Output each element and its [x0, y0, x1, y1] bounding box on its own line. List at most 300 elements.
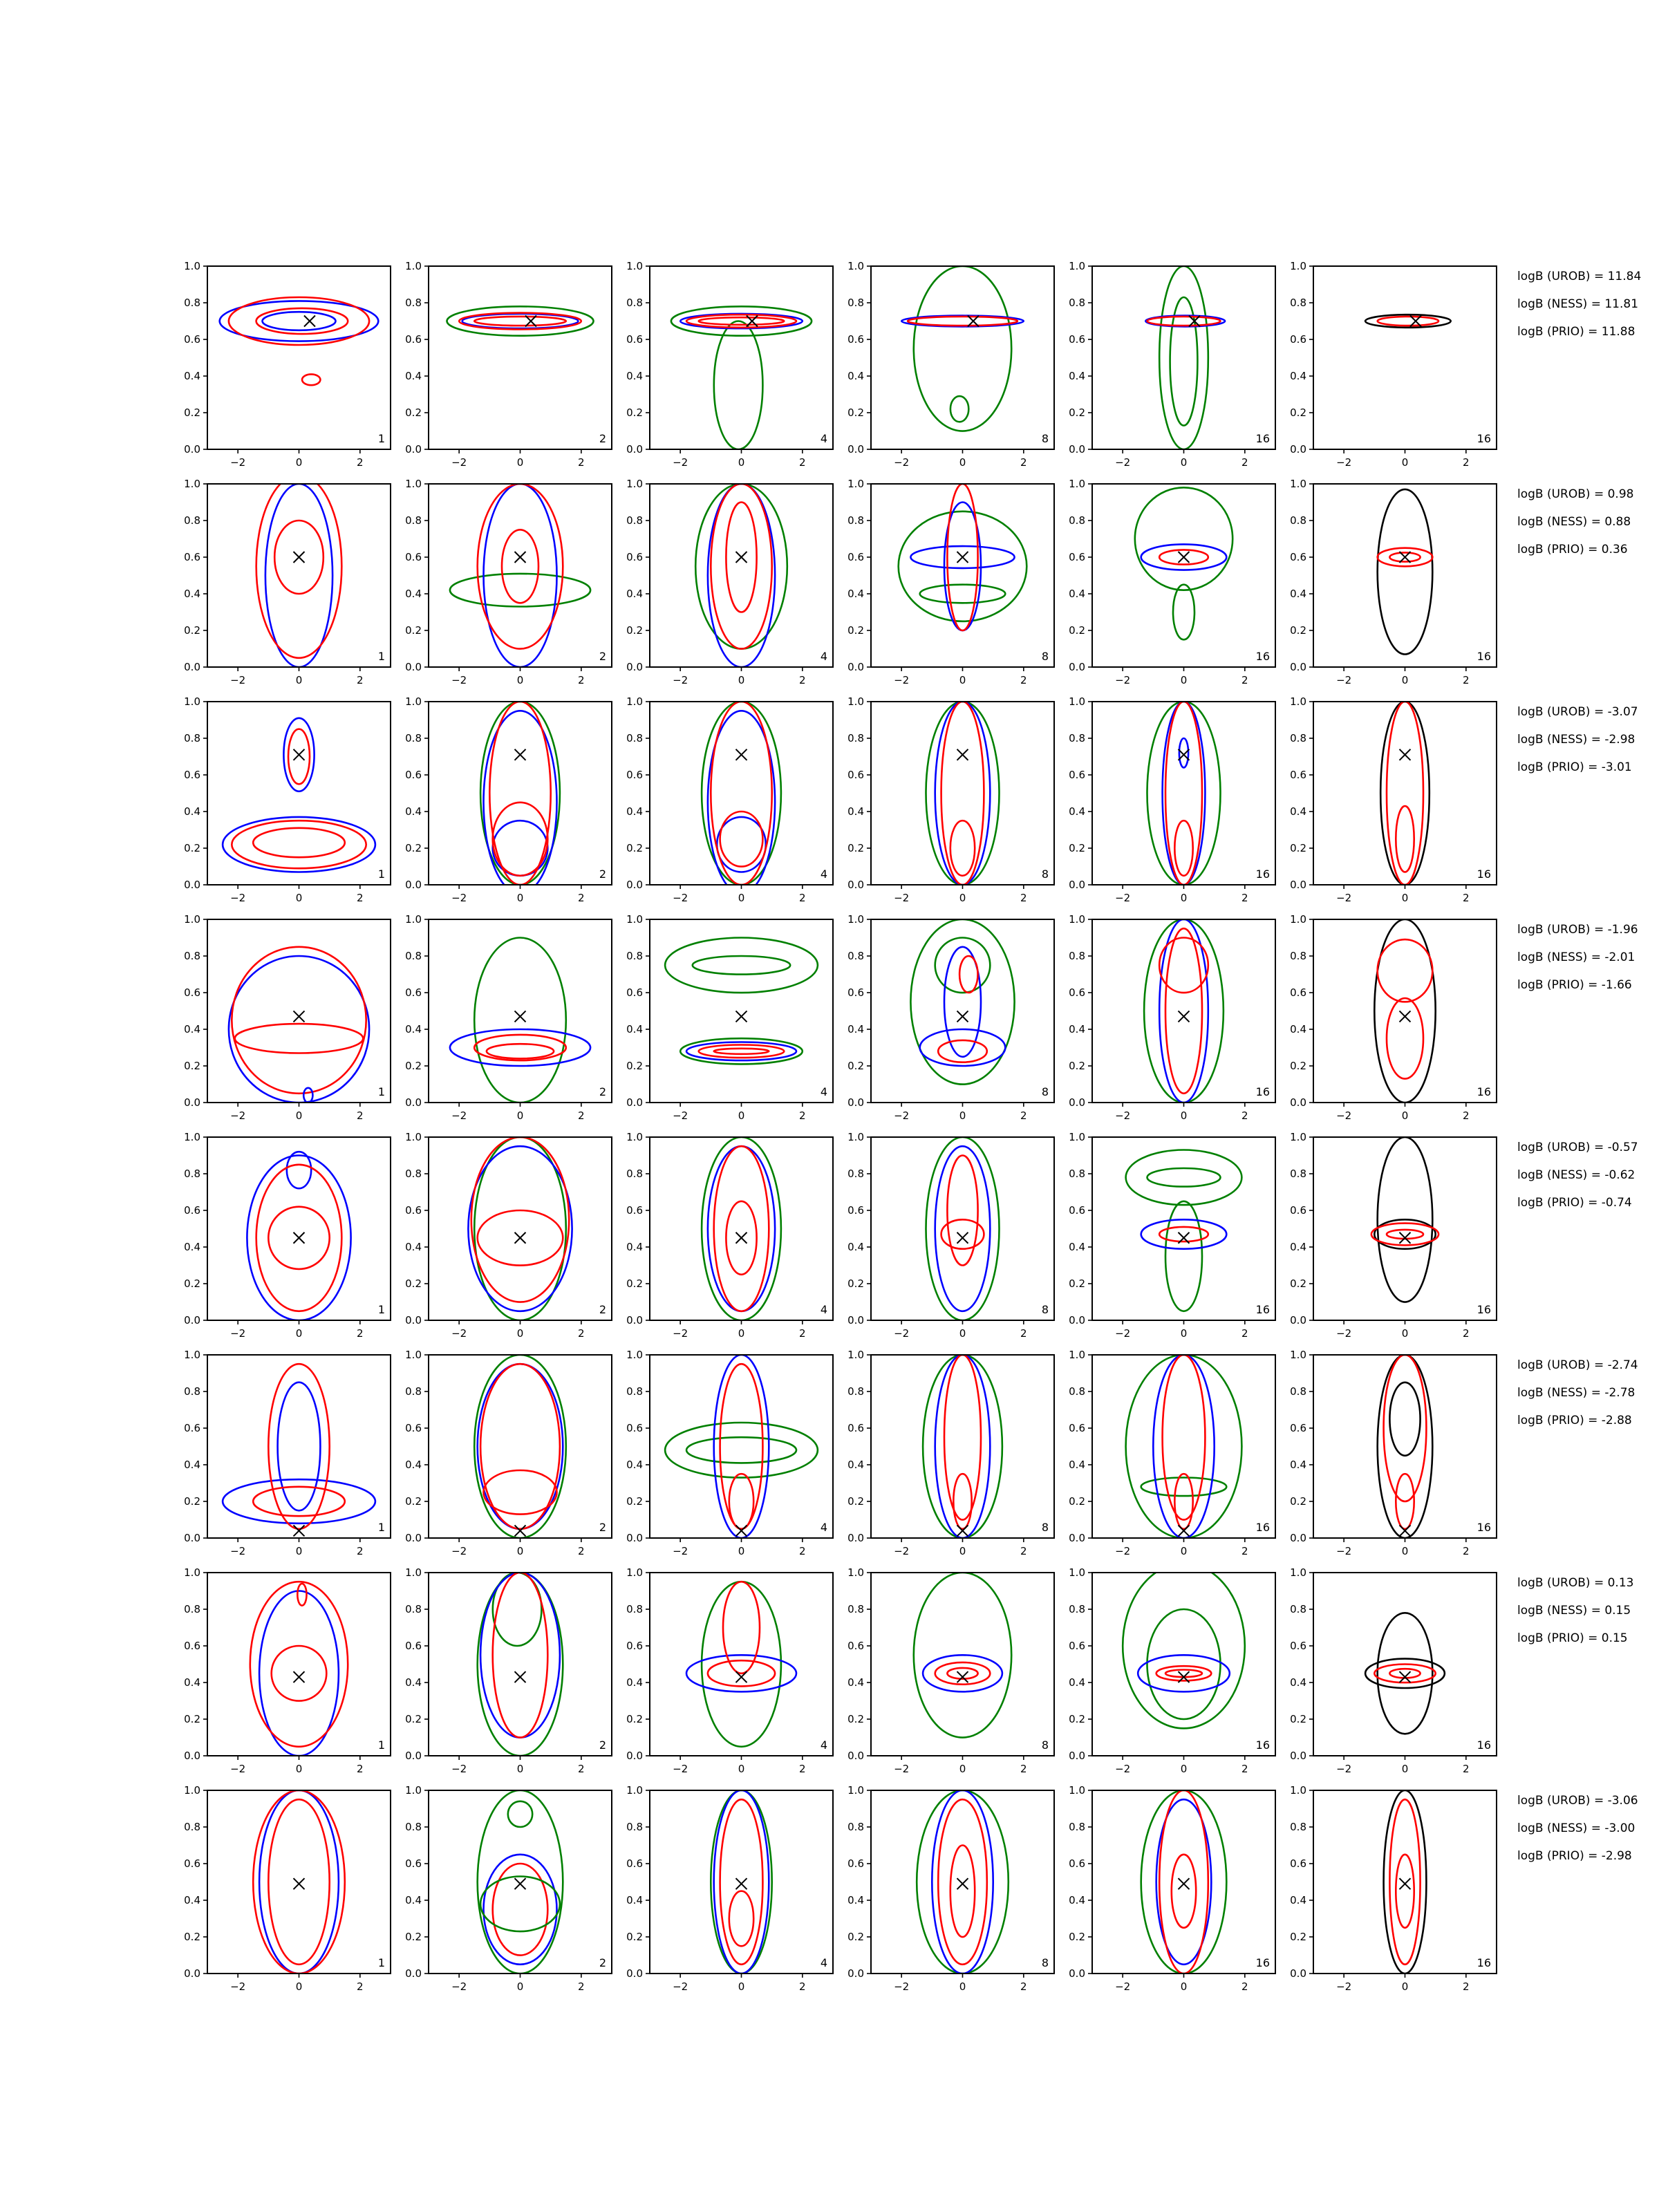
x-tick-label: 0: [1180, 1763, 1188, 1775]
x-tick-label: 0: [295, 1763, 303, 1775]
y-tick-label: 0.0: [405, 443, 422, 456]
x-tick-label: 0: [1180, 1545, 1188, 1557]
contour-green-1: [926, 702, 1000, 885]
contour-blue-2: [468, 1146, 572, 1311]
panel-number-label: 16: [1477, 868, 1491, 881]
y-tick-label: 0.4: [1290, 1241, 1306, 1253]
y-tick-label: 0.8: [1290, 732, 1306, 744]
row-8: [184, 1784, 1638, 1993]
y-tick-label: 0.4: [405, 1459, 422, 1471]
x-tick-label: −2: [230, 892, 246, 904]
y-tick-label: 1.0: [1290, 1566, 1306, 1579]
contour-red-3: [474, 317, 566, 326]
y-tick-label: 0.6: [1290, 1422, 1306, 1434]
panel-r2-c5: [1069, 478, 1275, 686]
contour-green-2: [950, 396, 968, 422]
truth-marker: [515, 749, 526, 760]
contour-red-3: [253, 1487, 345, 1516]
contour-group: [478, 1573, 563, 1756]
y-tick-label: 0.2: [405, 1931, 422, 1943]
y-tick-label: 0.4: [1069, 805, 1085, 818]
y-tick-label: 0.4: [184, 588, 200, 600]
x-tick-label: −2: [894, 892, 910, 904]
contour-blue-2: [708, 1146, 775, 1311]
y-tick-label: 0.8: [184, 732, 200, 744]
axes-frame: [650, 702, 833, 885]
x-tick-label: −2: [894, 456, 910, 469]
y-tick-label: 0.4: [847, 370, 864, 382]
contour-group: [450, 484, 590, 667]
logb-line-2: logB (NESS) = 0.88: [1517, 515, 1631, 529]
y-tick-label: 0.0: [1290, 1096, 1306, 1109]
y-tick-label: 0.2: [184, 1277, 200, 1290]
y-tick-label: 0.0: [847, 1096, 864, 1109]
y-tick-label: 0.8: [405, 1603, 422, 1615]
y-tick-label: 0.4: [1290, 588, 1306, 600]
x-tick-label: 2: [799, 1763, 806, 1775]
y-tick-label: 1.0: [1290, 1349, 1306, 1361]
contour-blue-3: [717, 817, 766, 872]
contour-red-3: [1374, 1665, 1435, 1683]
truth-marker: [736, 1525, 747, 1536]
y-tick-label: 0.2: [1069, 1060, 1085, 1072]
contour-blue-3: [484, 1855, 557, 1965]
panel-number-label: 16: [1255, 1521, 1270, 1534]
contour-red-4: [493, 1573, 548, 1738]
x-tick-label: 0: [1401, 1327, 1409, 1340]
panel-number-label: 16: [1477, 1085, 1491, 1098]
x-tick-label: −2: [894, 1763, 910, 1775]
contour-group: [220, 297, 379, 385]
y-tick-label: 0.8: [184, 514, 200, 527]
y-tick-label: 0.0: [1290, 879, 1306, 891]
x-tick-label: 0: [295, 1545, 303, 1557]
contour-red-2: [250, 1582, 348, 1747]
y-tick-label: 0.2: [1069, 1277, 1085, 1290]
x-tick-label: 0: [516, 1327, 524, 1340]
logb-line-3: logB (PRIO) = 0.15: [1517, 1631, 1628, 1645]
logb-line-1: logB (UROB) = -3.06: [1517, 1794, 1638, 1808]
y-tick-label: 0.0: [1290, 1750, 1306, 1762]
contour-red-3: [1165, 702, 1202, 885]
x-tick-label: −2: [1115, 1763, 1131, 1775]
x-tick-label: 0: [1180, 674, 1188, 686]
contour-green-2: [1173, 585, 1194, 640]
contour-green-1: [665, 1423, 818, 1478]
x-tick-label: 0: [516, 1980, 524, 1993]
y-tick-label: 0.6: [405, 1640, 422, 1652]
y-tick-label: 0.2: [626, 1713, 643, 1725]
y-tick-label: 0.4: [1069, 1676, 1085, 1689]
x-tick-label: 0: [959, 674, 966, 686]
truth-marker: [515, 1525, 526, 1536]
truth-marker: [1179, 1011, 1190, 1022]
contour-red-2: [1378, 939, 1433, 1002]
contour-green-1: [910, 919, 1014, 1085]
axes-frame: [429, 919, 612, 1103]
panel-number-label: 16: [1255, 1956, 1270, 1969]
x-tick-label: −2: [1115, 1327, 1131, 1340]
y-tick-label: 1.0: [405, 1349, 422, 1361]
x-tick-label: 0: [959, 1327, 966, 1340]
contour-red-5: [1165, 1670, 1202, 1678]
x-tick-label: −2: [451, 1109, 467, 1122]
axes-frame: [429, 1573, 612, 1756]
contour-blue-3: [714, 1355, 769, 1538]
y-tick-label: 0.6: [405, 769, 422, 781]
contour-group: [1135, 487, 1232, 639]
contour-blue-1: [259, 1790, 339, 1974]
logb-line-3: logB (PRIO) = 11.88: [1517, 325, 1635, 339]
x-tick-label: −2: [673, 1980, 688, 1993]
axes-frame: [650, 1137, 833, 1320]
panel-number-label: 2: [599, 1521, 606, 1534]
contour-red-4: [471, 1137, 569, 1302]
contour-group: [223, 1364, 375, 1529]
y-tick-label: 0.0: [1290, 443, 1306, 456]
y-tick-label: 1.0: [184, 1131, 200, 1143]
axes-frame: [650, 484, 833, 667]
y-tick-label: 0.0: [1069, 879, 1085, 891]
y-tick-label: 0.6: [1069, 1640, 1085, 1652]
contour-red-3: [720, 1799, 763, 1965]
panel-number-label: 16: [1255, 1085, 1270, 1098]
x-tick-label: 2: [799, 1980, 806, 1993]
contour-group: [695, 484, 787, 667]
x-tick-label: 2: [799, 1109, 806, 1122]
y-tick-label: 0.6: [626, 551, 643, 563]
x-tick-label: 0: [1401, 1545, 1409, 1557]
x-tick-label: 0: [295, 456, 303, 469]
x-tick-label: 2: [1020, 456, 1027, 469]
logb-line-2: logB (NESS) = 11.81: [1517, 297, 1639, 311]
panel-number-label: 16: [1477, 432, 1491, 445]
y-tick-label: 0.2: [405, 1277, 422, 1290]
contour-blue-3: [920, 1029, 1006, 1066]
y-tick-label: 0.6: [1290, 1857, 1306, 1870]
panel-number-label: 2: [599, 1956, 606, 1969]
axes-frame: [429, 1355, 612, 1538]
contour-green-1: [447, 306, 594, 335]
y-tick-label: 0.6: [184, 1422, 200, 1434]
y-tick-label: 0.0: [1290, 1314, 1306, 1327]
y-tick-label: 0.0: [184, 1096, 200, 1109]
panel-number-label: 8: [1041, 868, 1049, 881]
x-tick-label: 2: [1241, 1980, 1248, 1993]
y-tick-label: 0.4: [1069, 1023, 1085, 1035]
panel-number-label: 8: [1041, 1303, 1049, 1316]
contour-red-5: [493, 803, 548, 876]
y-tick-label: 0.6: [184, 986, 200, 999]
contour-group: [702, 1137, 781, 1320]
panel-r6-c3: [626, 1349, 833, 1557]
panel-r2-c4: [847, 478, 1054, 686]
y-tick-label: 0.8: [1290, 1385, 1306, 1398]
y-tick-label: 0.2: [184, 1931, 200, 1943]
y-tick-label: 1.0: [405, 695, 422, 708]
panel-number-label: 1: [377, 1303, 385, 1316]
truth-marker: [1400, 1525, 1411, 1536]
x-tick-label: 2: [357, 1327, 364, 1340]
panel-r7-c3: [626, 1566, 833, 1775]
y-tick-label: 0.6: [847, 986, 864, 999]
y-tick-label: 0.6: [1290, 769, 1306, 781]
contour-group: [914, 1573, 1011, 1738]
y-tick-label: 0.2: [847, 842, 864, 854]
y-tick-label: 0.6: [626, 1204, 643, 1217]
panel-number-label: 1: [377, 1085, 385, 1098]
x-tick-label: −2: [894, 1980, 910, 1993]
axes-frame: [871, 1137, 1054, 1320]
y-tick-label: 0.0: [847, 443, 864, 456]
contour-red-4: [908, 317, 1018, 326]
y-tick-label: 0.2: [1290, 1060, 1306, 1072]
truth-marker: [957, 1671, 968, 1683]
contour-group: [923, 1355, 1002, 1538]
y-tick-label: 0.4: [626, 805, 643, 818]
y-tick-label: 0.2: [184, 842, 200, 854]
y-tick-label: 0.2: [184, 1060, 200, 1072]
contour-green-1: [478, 1790, 563, 1974]
contour-green-2: [1147, 1168, 1221, 1187]
x-tick-label: 0: [295, 674, 303, 686]
contour-blue-4: [1141, 1219, 1227, 1248]
truth-marker: [957, 1525, 968, 1536]
y-tick-label: 0.8: [847, 514, 864, 527]
contour-black-1: [1378, 489, 1433, 655]
axes-frame: [429, 702, 612, 885]
x-tick-label: 2: [1463, 1327, 1470, 1340]
y-tick-label: 1.0: [626, 1349, 643, 1361]
y-tick-label: 0.4: [1069, 588, 1085, 600]
y-tick-label: 0.4: [405, 1241, 422, 1253]
panel-number-label: 2: [599, 650, 606, 663]
x-tick-label: −2: [230, 1327, 246, 1340]
y-tick-label: 0.2: [405, 1713, 422, 1725]
y-tick-label: 0.0: [405, 1532, 422, 1544]
x-tick-label: 0: [1180, 892, 1188, 904]
y-tick-label: 0.0: [1069, 1314, 1085, 1327]
x-tick-label: 2: [1463, 674, 1470, 686]
y-tick-label: 0.0: [1290, 661, 1306, 673]
contour-group: [665, 938, 818, 1065]
y-tick-label: 0.8: [1069, 1385, 1085, 1398]
axes-frame: [1313, 1137, 1497, 1320]
contour-red-4: [711, 702, 771, 885]
contour-green-1: [665, 938, 818, 993]
x-tick-label: 0: [959, 1109, 966, 1122]
y-tick-label: 0.2: [626, 1495, 643, 1508]
y-tick-label: 0.4: [847, 805, 864, 818]
contour-group: [1378, 489, 1433, 655]
y-tick-label: 1.0: [626, 695, 643, 708]
panel-r5-c2: [405, 1131, 612, 1340]
y-tick-label: 0.2: [847, 624, 864, 637]
axes-frame: [429, 1137, 612, 1320]
contour-red-3: [1159, 1790, 1208, 1974]
y-tick-label: 0.6: [1290, 333, 1306, 346]
y-tick-label: 0.8: [847, 1168, 864, 1180]
axes-frame: [871, 1355, 1054, 1538]
contour-red-2: [235, 1024, 364, 1053]
y-tick-label: 0.8: [1290, 1821, 1306, 1833]
panel-number-label: 16: [1477, 1738, 1491, 1752]
panel-number-label: 8: [1041, 1085, 1049, 1098]
y-tick-label: 0.0: [1069, 1750, 1085, 1762]
panel-r1-c4: [847, 260, 1054, 469]
truth-marker: [515, 1232, 526, 1244]
y-tick-label: 0.6: [405, 333, 422, 346]
x-tick-label: 2: [357, 456, 364, 469]
contour-red-4: [480, 1364, 560, 1529]
logb-line-3: logB (PRIO) = -3.01: [1517, 760, 1632, 774]
logb-line-2: logB (NESS) = -2.78: [1517, 1386, 1635, 1400]
y-tick-label: 0.8: [184, 950, 200, 962]
x-tick-label: 0: [738, 674, 745, 686]
y-tick-label: 1.0: [1069, 1349, 1085, 1361]
truth-marker: [957, 552, 968, 563]
y-tick-label: 0.4: [1290, 805, 1306, 818]
x-tick-label: 0: [959, 456, 966, 469]
contour-red-3: [938, 1799, 987, 1965]
contour-blue-1: [263, 312, 336, 330]
contour-red-4: [1172, 1855, 1196, 1928]
y-tick-label: 0.2: [626, 1060, 643, 1072]
y-tick-label: 0.6: [1069, 1857, 1085, 1870]
contour-red-3: [1396, 1855, 1414, 1928]
y-tick-label: 1.0: [184, 260, 200, 272]
contour-red-4: [459, 313, 581, 330]
y-tick-label: 0.4: [847, 1459, 864, 1471]
panel-r7-c1: [184, 1566, 391, 1775]
contour-red-3: [272, 1646, 327, 1701]
y-tick-label: 0.8: [405, 1385, 422, 1398]
contour-group: [247, 1152, 350, 1320]
logb-line-1: logB (UROB) = 0.98: [1517, 487, 1634, 501]
x-tick-label: 2: [1463, 1980, 1470, 1993]
y-tick-label: 0.8: [626, 1821, 643, 1833]
y-tick-label: 0.0: [405, 879, 422, 891]
x-tick-label: 2: [1020, 1327, 1027, 1340]
y-tick-label: 0.8: [847, 1603, 864, 1615]
y-tick-label: 0.6: [184, 1640, 200, 1652]
truth-marker: [957, 749, 968, 760]
y-tick-label: 1.0: [626, 1784, 643, 1797]
row-3: [184, 695, 1638, 904]
contour-red-5: [699, 1045, 785, 1058]
x-tick-label: −2: [673, 1327, 688, 1340]
x-tick-label: −2: [451, 1763, 467, 1775]
panel-r4-c6: [1290, 913, 1497, 1122]
y-tick-label: 0.8: [626, 732, 643, 744]
x-tick-label: 2: [578, 456, 585, 469]
truth-marker: [957, 1878, 968, 1889]
y-tick-label: 0.2: [626, 624, 643, 637]
y-tick-label: 0.8: [1069, 297, 1085, 309]
contour-green-1: [474, 938, 566, 1103]
axes-frame: [207, 1790, 391, 1974]
y-tick-label: 0.6: [184, 333, 200, 346]
y-tick-label: 0.6: [847, 333, 864, 346]
y-tick-label: 0.2: [1290, 1713, 1306, 1725]
y-tick-label: 0.6: [405, 551, 422, 563]
y-tick-label: 0.6: [847, 1422, 864, 1434]
y-tick-label: 1.0: [1069, 695, 1085, 708]
x-tick-label: 0: [1401, 892, 1409, 904]
contour-red-4: [487, 1044, 554, 1058]
contour-blue-2: [278, 1382, 321, 1511]
panel-r5-c5: [1069, 1131, 1275, 1340]
y-tick-label: 0.6: [1069, 1422, 1085, 1434]
panel-number-label: 16: [1477, 1521, 1491, 1534]
x-tick-label: 2: [578, 892, 585, 904]
x-tick-label: −2: [673, 456, 688, 469]
axes-frame: [871, 1573, 1054, 1756]
y-tick-label: 1.0: [184, 695, 200, 708]
contour-group: [1145, 266, 1225, 449]
y-tick-label: 0.8: [405, 732, 422, 744]
contour-group: [901, 266, 1024, 431]
y-tick-label: 0.8: [626, 297, 643, 309]
panel-r3-c5: [1069, 695, 1275, 904]
y-tick-label: 0.8: [1290, 1168, 1306, 1180]
y-tick-label: 0.4: [847, 588, 864, 600]
y-tick-label: 0.8: [1069, 732, 1085, 744]
truth-marker: [957, 1232, 968, 1244]
contour-red-3: [1165, 928, 1202, 1094]
axes-frame: [650, 1355, 833, 1538]
y-tick-label: 1.0: [405, 260, 422, 272]
panel-r5-c6: [1290, 1131, 1497, 1340]
panel-number-label: 2: [599, 868, 606, 881]
contour-red-3: [714, 1146, 769, 1311]
logb-line-3: logB (PRIO) = -1.66: [1517, 978, 1632, 992]
x-tick-label: −2: [1336, 1980, 1352, 1993]
x-tick-label: 0: [738, 456, 745, 469]
contour-group: [223, 718, 375, 872]
y-tick-label: 0.4: [626, 1023, 643, 1035]
x-tick-label: 2: [357, 1980, 364, 1993]
panel-number-label: 1: [377, 432, 385, 445]
x-tick-label: 0: [1180, 456, 1188, 469]
y-tick-label: 0.2: [405, 624, 422, 637]
panel-number-label: 4: [820, 650, 827, 663]
x-tick-label: 2: [1020, 1763, 1027, 1775]
y-tick-label: 0.2: [847, 1713, 864, 1725]
y-tick-label: 0.2: [1069, 624, 1085, 637]
contour-group: [1384, 1790, 1427, 1974]
y-tick-label: 0.6: [847, 551, 864, 563]
axes-frame: [1092, 919, 1275, 1103]
y-tick-label: 0.2: [1069, 1495, 1085, 1508]
y-tick-label: 0.2: [847, 1277, 864, 1290]
x-tick-label: −2: [1115, 1545, 1131, 1557]
contour-red-2: [268, 1799, 329, 1965]
contour-group: [665, 1355, 818, 1538]
truth-marker: [294, 552, 305, 563]
y-tick-label: 0.8: [184, 297, 200, 309]
y-tick-label: 0.8: [847, 297, 864, 309]
logb-line-2: logB (NESS) = -2.01: [1517, 950, 1635, 964]
contour-green-1: [695, 484, 787, 649]
x-tick-label: −2: [673, 892, 688, 904]
y-tick-label: 0.4: [184, 1023, 200, 1035]
y-tick-label: 1.0: [847, 1349, 864, 1361]
contour-group: [1365, 315, 1451, 328]
contour-green-1: [474, 1355, 566, 1538]
panel-number-label: 16: [1477, 1956, 1491, 1969]
y-tick-label: 0.4: [626, 1241, 643, 1253]
